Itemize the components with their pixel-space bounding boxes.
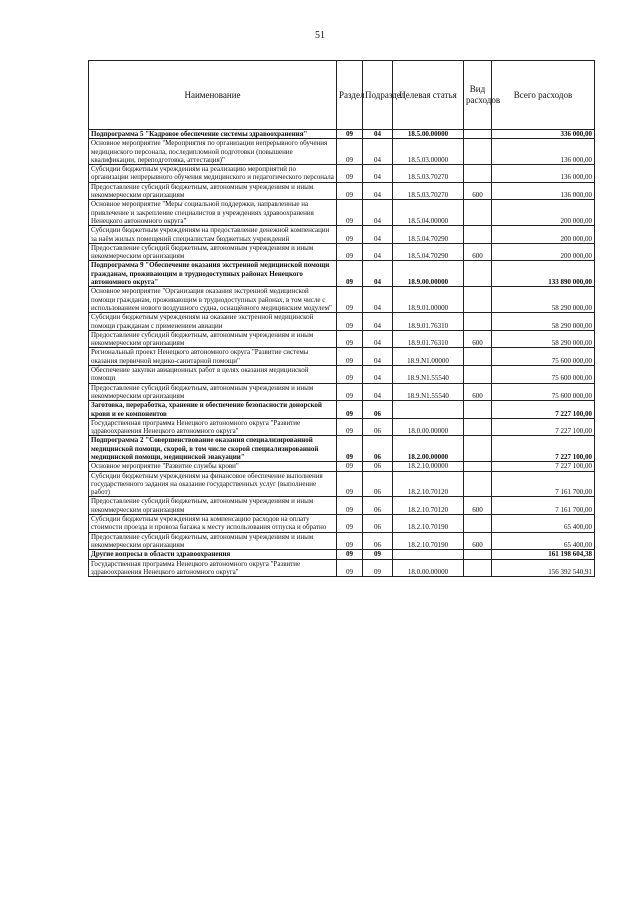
row-expense-type	[464, 226, 492, 244]
row-name: Подпрограмма 5 "Кадровое обеспечение системы здравоохранения"	[89, 130, 337, 139]
row-expense-type	[464, 462, 492, 471]
table-row	[89, 182, 595, 200]
row-section: 09	[337, 401, 363, 419]
row-name: Основное мероприятие "Организация оказания экстренной медицинской помощи гражданам, проживающим в труднодоступных районах, в том числе с использованием нового воздушного судна, оснащённого медицинским модулем"	[89, 287, 337, 313]
row-amount: 136 000,00	[492, 139, 595, 165]
row-expense-type	[464, 550, 492, 559]
table-header-row	[89, 61, 595, 130]
row-expense-type	[464, 287, 492, 313]
table-body	[89, 130, 595, 577]
row-name: Обеспечение закупки авиационных работ в целях оказания медицинской помощи	[89, 366, 337, 384]
row-section: 09	[337, 287, 363, 313]
row-subsection: 06	[363, 462, 393, 471]
row-section: 09	[337, 532, 363, 550]
table-row	[89, 550, 595, 559]
table-row	[89, 348, 595, 366]
row-section: 09	[337, 383, 363, 401]
row-target: 18.5.03.70270	[393, 182, 464, 200]
row-subsection: 04	[363, 287, 393, 313]
row-section: 09	[337, 330, 363, 348]
row-section: 09	[337, 261, 363, 287]
row-expense-type	[464, 401, 492, 419]
row-subsection: 06	[363, 471, 393, 497]
row-target: 18.2.00.00000	[393, 436, 464, 462]
row-amount: 65 400,00	[492, 532, 595, 550]
row-expense-type	[464, 348, 492, 366]
row-target: 18.2.10.70190	[393, 515, 464, 533]
table-row	[89, 366, 595, 384]
row-expense-type: 600	[464, 243, 492, 261]
row-section: 09	[337, 559, 363, 577]
row-subsection: 09	[363, 559, 393, 577]
row-subsection: 06	[363, 532, 393, 550]
row-expense-type	[464, 515, 492, 533]
row-subsection: 04	[363, 165, 393, 183]
row-name: Государственная программа Ненецкого автономного округа "Развитие здравоохранения Ненецкого автономного округа"	[89, 559, 337, 577]
table-row	[89, 287, 595, 313]
row-subsection: 04	[363, 348, 393, 366]
row-name: Подпрограмма 2 "Совершенствование оказания специализированной медицинской помощи, скорой, в том числе скорой специализированной медицинской помощи, медицинской эвакуации"	[89, 436, 337, 462]
row-name: Основное мероприятие "Развитие службы крови"	[89, 462, 337, 471]
row-subsection: 06	[363, 497, 393, 515]
row-expense-type	[464, 139, 492, 165]
row-target: 18.9.N1.55540	[393, 383, 464, 401]
row-expense-type	[464, 261, 492, 287]
row-name: Предоставление субсидий бюджетным, автономным учреждениям и иным некоммерческим организациям	[89, 243, 337, 261]
budget-table	[88, 60, 595, 577]
row-target: 18.5.03.70270	[393, 165, 464, 183]
row-section: 09	[337, 348, 363, 366]
row-amount: 200 000,00	[492, 226, 595, 244]
row-name: Субсидии бюджетным учреждениям на реализацию мероприятий по организации непрерывного обучения медицинского и педагогического персонала	[89, 165, 337, 183]
row-amount: 58 290 000,00	[492, 313, 595, 331]
row-amount: 7 227 100,00	[492, 436, 595, 462]
row-amount: 133 890 000,00	[492, 261, 595, 287]
row-subsection: 04	[363, 383, 393, 401]
row-amount: 200 000,00	[492, 200, 595, 226]
row-target: 18.5.04.70290	[393, 243, 464, 261]
table-row	[89, 330, 595, 348]
header-target: Целевая статья	[393, 61, 464, 130]
row-subsection: 04	[363, 313, 393, 331]
row-subsection: 06	[363, 515, 393, 533]
row-expense-type: 600	[464, 497, 492, 515]
row-expense-type	[464, 471, 492, 497]
row-amount: 7 227 100,00	[492, 418, 595, 436]
row-subsection: 04	[363, 226, 393, 244]
row-target: 18.2.10.70120	[393, 471, 464, 497]
row-subsection: 04	[363, 139, 393, 165]
row-section: 09	[337, 366, 363, 384]
row-expense-type	[464, 165, 492, 183]
row-expense-type: 600	[464, 383, 492, 401]
row-amount: 75 600 000,00	[492, 383, 595, 401]
row-name: Основное мероприятие "Меры социальной поддержки, направленные на привлечение и закрепление специалистов в учреждениях здравоохранения Ненецкого автономного округа"	[89, 200, 337, 226]
row-section: 09	[337, 313, 363, 331]
row-section: 09	[337, 436, 363, 462]
row-amount: 7 227 100,00	[492, 462, 595, 471]
row-amount: 161 198 604,38	[492, 550, 595, 559]
row-section: 09	[337, 200, 363, 226]
row-amount: 65 400,00	[492, 515, 595, 533]
table-row	[89, 226, 595, 244]
row-name: Основное мероприятие "Мероприятия по организации непрерывного обучения медицинского персонала, последипломной подготовки (повышение квалификации, переподготовка, аттестация)"	[89, 139, 337, 165]
table-row	[89, 515, 595, 533]
table-row	[89, 471, 595, 497]
row-target: 18.0.00.00000	[393, 559, 464, 577]
row-amount: 7 161 700,00	[492, 471, 595, 497]
row-expense-type: 600	[464, 330, 492, 348]
table-row	[89, 139, 595, 165]
header-expense-type: Вид расходов	[464, 61, 492, 130]
table-row	[89, 200, 595, 226]
row-name: Предоставление субсидий бюджетным, автономным учреждениям и иным некоммерческим организациям	[89, 497, 337, 515]
row-section: 09	[337, 515, 363, 533]
row-name: Региональный проект Ненецкого автономного округа "Развитие системы оказания первичной медико-санитарной помощи"	[89, 348, 337, 366]
row-target: 18.5.04.00000	[393, 200, 464, 226]
row-name: Предоставление субсидий бюджетным, автономным учреждениям и иным некоммерческим организациям	[89, 330, 337, 348]
row-target: 18.5.04.70290	[393, 226, 464, 244]
row-target: 18.2.10.70120	[393, 497, 464, 515]
row-target: 18.5.00.00000	[393, 130, 464, 139]
row-amount: 75 600 000,00	[492, 348, 595, 366]
row-name: Субсидии бюджетным учреждениям на оказание экстренной медицинской помощи гражданам с применением авиации	[89, 313, 337, 331]
row-subsection: 04	[363, 330, 393, 348]
table-row	[89, 401, 595, 419]
row-amount: 336 000,00	[492, 130, 595, 139]
row-name: Подпрограмма 9 "Обеспечение оказания экстренной медицинской помощи гражданам, проживающим в труднодоступных районах Ненецкого автономного округа"	[89, 261, 337, 287]
row-expense-type	[464, 559, 492, 577]
table-row	[89, 436, 595, 462]
table-row	[89, 165, 595, 183]
row-expense-type	[464, 130, 492, 139]
row-target: 18.9.01.76310	[393, 330, 464, 348]
row-subsection: 04	[363, 182, 393, 200]
row-subsection: 06	[363, 418, 393, 436]
row-expense-type	[464, 366, 492, 384]
row-amount: 136 000,00	[492, 165, 595, 183]
row-name: Предоставление субсидий бюджетным, автономным учреждениям и иным некоммерческим организациям	[89, 182, 337, 200]
row-expense-type	[464, 313, 492, 331]
row-name: Государственная программа Ненецкого автономного округа "Развитие здравоохранения Ненецкого автономного округа"	[89, 418, 337, 436]
row-subsection: 04	[363, 261, 393, 287]
row-expense-type	[464, 418, 492, 436]
row-amount: 7 161 700,00	[492, 497, 595, 515]
table-row	[89, 243, 595, 261]
table-row	[89, 313, 595, 331]
table-row	[89, 383, 595, 401]
row-amount: 7 227 100,00	[492, 401, 595, 419]
row-amount: 136 000,00	[492, 182, 595, 200]
row-section: 09	[337, 226, 363, 244]
row-target: 18.2.10.00000	[393, 462, 464, 471]
row-name: Субсидии бюджетным учреждениям на предоставление денежной компенсации за наём жилых помещений специалистам бюджетных учреждений	[89, 226, 337, 244]
row-section: 09	[337, 550, 363, 559]
row-subsection: 09	[363, 550, 393, 559]
row-target: 18.9.01.00000	[393, 287, 464, 313]
table-row	[89, 418, 595, 436]
row-section: 09	[337, 139, 363, 165]
row-name: Другие вопросы в области здравоохранения	[89, 550, 337, 559]
row-target: 18.5.03.00000	[393, 139, 464, 165]
row-section: 09	[337, 243, 363, 261]
row-target: 18.0.00.00000	[393, 418, 464, 436]
row-target: 18.2.10.70190	[393, 532, 464, 550]
row-name: Субсидии бюджетным учреждениям на компенсацию расходов на оплату стоимости проезда и провоза багажа к месту использования отпуска и обратно	[89, 515, 337, 533]
row-section: 09	[337, 182, 363, 200]
row-name: Субсидии бюджетным учреждениям на финансовое обеспечение выполнения государственного задания на оказание государственных услуг (выполнение работ)	[89, 471, 337, 497]
row-expense-type	[464, 436, 492, 462]
header-name: Наименование	[89, 61, 337, 130]
row-section: 09	[337, 130, 363, 139]
row-target: 18.9.N1.00000	[393, 348, 464, 366]
row-expense-type: 600	[464, 532, 492, 550]
row-amount: 75 600 000,00	[492, 366, 595, 384]
row-subsection: 06	[363, 401, 393, 419]
row-subsection: 04	[363, 200, 393, 226]
row-amount: 58 290 000,00	[492, 287, 595, 313]
row-amount: 200 000,00	[492, 243, 595, 261]
row-target: 18.9.N1.55540	[393, 366, 464, 384]
table-row	[89, 559, 595, 577]
header-subsection: Подраздел	[363, 61, 393, 130]
row-target	[393, 401, 464, 419]
row-target	[393, 550, 464, 559]
row-name: Предоставление субсидий бюджетным, автономным учреждениям и иным некоммерческим организациям	[89, 532, 337, 550]
row-section: 09	[337, 418, 363, 436]
row-subsection: 04	[363, 130, 393, 139]
row-subsection: 06	[363, 436, 393, 462]
row-subsection: 04	[363, 366, 393, 384]
row-section: 09	[337, 165, 363, 183]
row-target: 18.9.00.00000	[393, 261, 464, 287]
row-amount: 58 290 000,00	[492, 330, 595, 348]
table-row	[89, 130, 595, 139]
row-amount: 156 392 540,91	[492, 559, 595, 577]
table-row	[89, 497, 595, 515]
row-section: 09	[337, 462, 363, 471]
row-expense-type	[464, 200, 492, 226]
row-expense-type: 600	[464, 182, 492, 200]
page-number: 51	[315, 30, 325, 41]
row-section: 09	[337, 471, 363, 497]
table-row	[89, 261, 595, 287]
header-section: Раздел	[337, 61, 363, 130]
row-target: 18.9.01.76310	[393, 313, 464, 331]
table-row	[89, 532, 595, 550]
table-row	[89, 462, 595, 471]
row-section: 09	[337, 497, 363, 515]
row-subsection: 04	[363, 243, 393, 261]
row-name: Заготовка, переработка, хранение и обеспечение безопасности донорской крови и ее компонентов	[89, 401, 337, 419]
header-total: Всего расходов	[492, 61, 595, 130]
row-name: Предоставление субсидий бюджетным, автономным учреждениям и иным некоммерческим организациям	[89, 383, 337, 401]
